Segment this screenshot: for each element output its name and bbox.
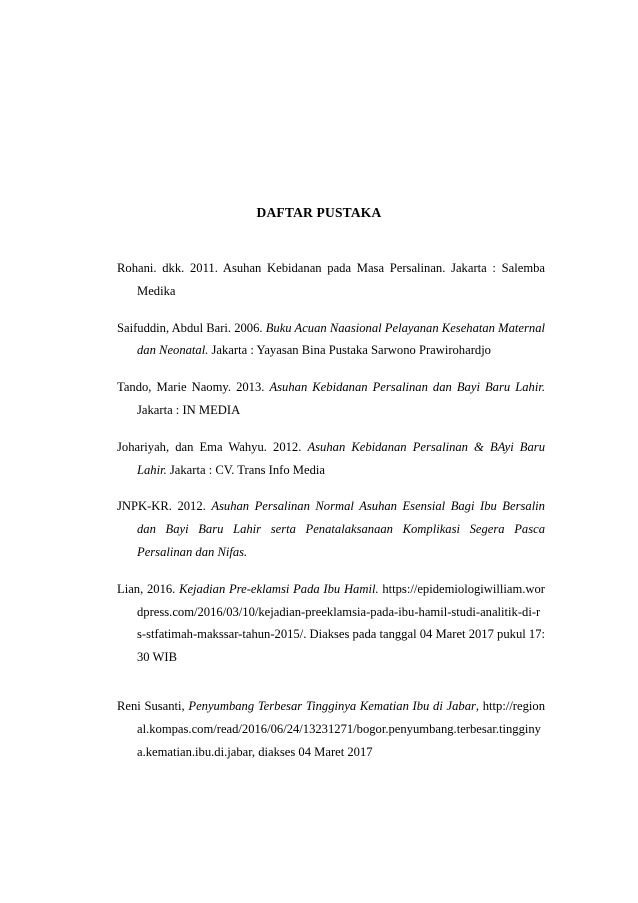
reference-title: Kejadian Pre-eklamsi Pada Ibu Hamil. — [179, 581, 379, 596]
reference-publisher: Jakarta : CV. Trans Info Media — [166, 462, 325, 477]
reference-title: Asuhan Persalinan Normal Asuhan Esensial Bagi Ibu Bersalin dan Bayi Baru Lahir serta Penatalaksanaan Komplikasi Segera Pasca Persalinan dan Nifas. — [137, 499, 545, 559]
reference-text: Tando, Marie Naomy. 2013. — [117, 380, 270, 395]
reference-text: Lian, 2016. — [117, 581, 180, 596]
reference-url: https://epidemiologiwilliam.wordpress.com/2016/03/10/kejadian-preeklamsia-pada-ibu-hamil-studi-analitik-di-rs-stfatimah-makssar-tahun-2015/. Diakses pada tanggal 04 Maret 2017 pukul 17:30 WIB — [137, 581, 545, 665]
reference-text: JNPK-KR. 2012. — [117, 499, 212, 514]
page-title: DAFTAR PUSTAKA — [256, 205, 382, 220]
reference-entry-lian — [117, 578, 545, 669]
reference-title: Asuhan Kebidanan Persalinan dan Bayi Baru Lahir. — [269, 380, 545, 395]
reference-title: Asuhan Kebidanan Persalinan & BAyi Baru Lahir. — [137, 439, 545, 477]
reference-title: Buku Acuan Naasional Pelayanan Kesehatan Maternal dan Neonatal. — [137, 320, 546, 358]
reference-publisher: Jakarta : IN MEDIA — [137, 402, 241, 417]
reference-entry-johariyah — [117, 436, 545, 482]
reference-entry-reni-susanti — [117, 695, 545, 763]
reference-entry-jnpk-kr — [117, 495, 545, 563]
reference-text: Saifuddin, Abdul Bari. 2006. — [117, 320, 266, 335]
reference-entry-saifuddin — [117, 317, 545, 363]
reference-url: , http://regional.kompas.com/read/2016/06/24/13231271/bogor.penyumbang.terbesar.tingginya.kematian.ibu.di.jabar, diakses 04 Maret 2017 — [137, 698, 545, 759]
reference-entry-tando — [117, 376, 545, 422]
reference-text: Johariyah, dan Ema Wahyu. 2012. — [117, 439, 308, 454]
reference-text: Rohani. dkk. 2011. Asuhan Kebidanan pada Masa Persalinan. Jakarta : Salemba Medika — [117, 261, 545, 298]
reference-list — [117, 257, 545, 777]
reference-text: Reni Susanti, — [117, 698, 189, 713]
reference-title: Penyumbang Terbesar Tingginya Kematian Ibu di Jabar — [188, 698, 476, 713]
reference-entry-rohani — [117, 257, 545, 303]
reference-publisher: Jakarta : Yayasan Bina Pustaka Sarwono Prawirohardjo — [208, 343, 491, 358]
